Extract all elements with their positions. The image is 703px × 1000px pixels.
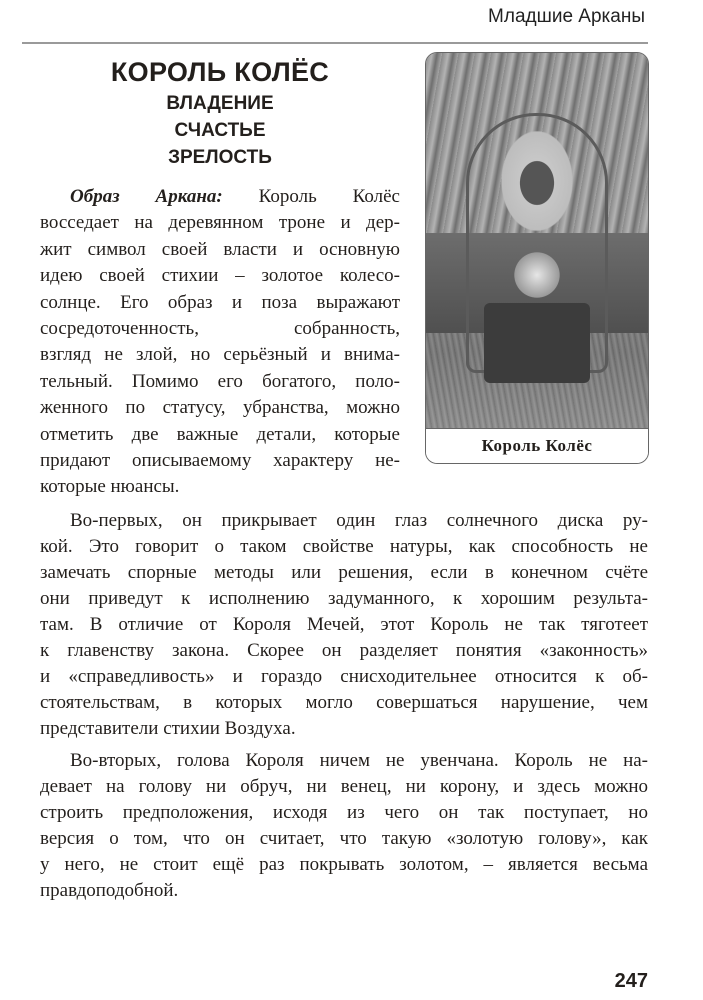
running-header: Младшие Арканы xyxy=(488,6,645,27)
keyword: СЧАСТЬЕ xyxy=(174,120,266,141)
text-line: замечать спорные методы или решения, если в конечном счёте xyxy=(40,562,648,583)
text-line: там. В отличие от Короля Мечей, этот Король не так тяготеет xyxy=(40,614,648,635)
text-line: представители стихии Воздуха. xyxy=(40,718,296,739)
text-line: солнце. Его образ и поза выражают xyxy=(40,291,400,313)
text-line: отметить две важные детали, которые xyxy=(40,423,400,445)
header-rule xyxy=(22,42,648,44)
text-line: идею своей стихии – золотое колесо- xyxy=(40,265,400,287)
text-span: Король Колёс xyxy=(258,186,400,207)
text-line: у него, не стоит ещё раз покрывать золотом, – является весьма xyxy=(40,854,648,875)
text-line xyxy=(40,184,400,210)
lead-in: Образ Аркана: xyxy=(70,186,223,207)
text-line: придают описываемому характеру не- xyxy=(40,449,400,471)
text-line: Во-первых, он прикрывает один глаз солнечного диска ру- xyxy=(70,510,648,531)
text-line: женного по статусу, убранства, можно xyxy=(40,397,400,419)
text-line: тельный. Помимо его богатого, поло- xyxy=(40,370,400,392)
paragraph-first-point xyxy=(40,508,648,742)
keyword: ЗРЕЛОСТЬ xyxy=(168,147,272,168)
text-line: восседает на деревянном троне и дер- xyxy=(40,212,400,234)
text-line: правдоподобной. xyxy=(40,880,179,901)
text-line: и «справедливость» и гораздо снисходительнее относится к об- xyxy=(40,666,648,687)
card-caption: Король Колёс xyxy=(426,428,648,464)
paragraph-second-point xyxy=(40,748,648,904)
text-line: строить предположения, исходя из чего он так поступает, но xyxy=(40,802,648,823)
text-line: к главенству закона. Скорее он разделяет понятия «законность» xyxy=(40,640,648,661)
text-line: Во-вторых, голова Короля ничем не увенчана. Король не на- xyxy=(70,750,648,771)
text-line: стоятельствам, в которых могло совершаться нарушение, чем xyxy=(40,692,648,713)
robe xyxy=(484,303,590,383)
card-heading xyxy=(40,50,400,171)
text-line: девает на голову ни обруч, ни венец, ни корону, и здесь можно xyxy=(40,776,648,797)
text-line: версия о том, что он считает, что такую «золотую голову», как xyxy=(40,828,648,849)
page-title: КОРОЛЬ КОЛЁС xyxy=(110,57,330,87)
text-line: они приведут к исполнению задуманного, к хорошим результа- xyxy=(40,588,648,609)
text-line: которые нюансы. xyxy=(40,476,180,498)
page-number: 247 xyxy=(614,970,648,992)
king-of-wheels-artwork xyxy=(426,53,648,428)
text-line: взгляд не злой, но серьёзный и внима- xyxy=(40,344,400,366)
keyword: ВЛАДЕНИЕ xyxy=(166,93,274,114)
text-line: кой. Это говорит о таком свойстве натуры, как способность не xyxy=(40,536,648,557)
paragraph-card-image xyxy=(40,184,400,501)
text-line: жит символ своей власти и основную xyxy=(40,238,400,260)
tarot-card-illustration xyxy=(425,52,649,464)
text-line: сосредоточенность, собранность, xyxy=(40,317,400,339)
